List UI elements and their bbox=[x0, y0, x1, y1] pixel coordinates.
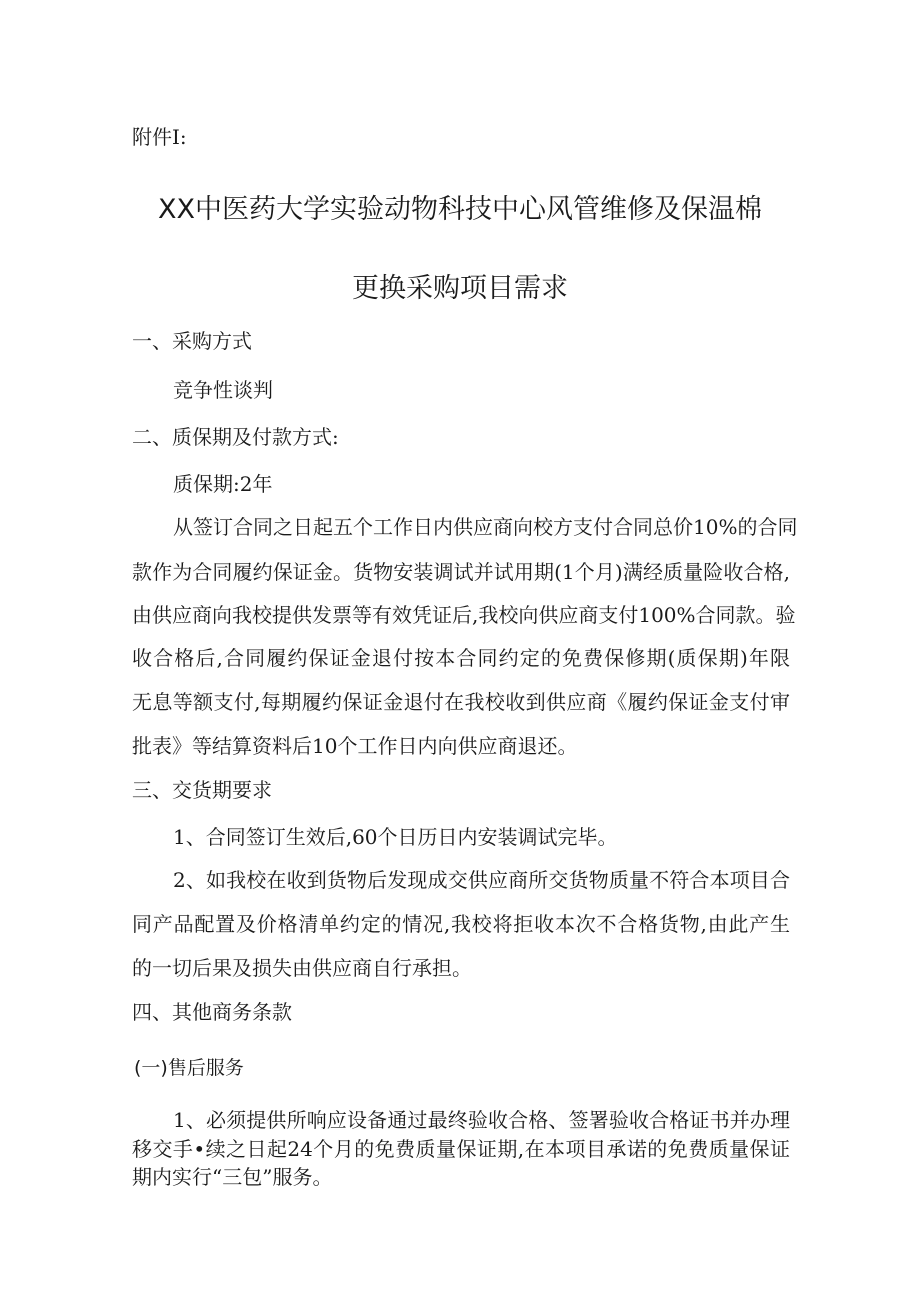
delivery-item-1: 1、合同签订生效后,60个日历日内安装调试完毕。 bbox=[173, 825, 618, 849]
section-4-heading: 四、其他商务条款 bbox=[132, 1000, 292, 1024]
delivery-item-2-line: 的一切后果及损失由供应商自行承担。 bbox=[132, 956, 472, 980]
document-title-line-1: XX中医药大学实验动物科技中心风管维修及保温棉 bbox=[158, 194, 762, 225]
payment-paragraph-line: 批表》等结算资料后10个工作日内向供应商退还。 bbox=[132, 734, 578, 758]
warranty-period: 质保期:2年 bbox=[173, 472, 273, 496]
delivery-item-2-line: 2、如我校在收到货物后发现成交供应商所交货物质量不符合本项目合 bbox=[173, 868, 790, 892]
section-1-heading: 一、采购方式 bbox=[132, 329, 252, 353]
section-1-body: 竞争性谈判 bbox=[173, 378, 273, 402]
after-sales-item-1-line: 移交手•续之日起24个月的免费质量保证期,在本项目承诺的免费质量保证 bbox=[132, 1137, 790, 1161]
delivery-item-2-line: 同产品配置及价格清单约定的情况,我校将拒收本次不合格货物,由此产生 bbox=[132, 912, 790, 936]
payment-paragraph-line: 收合格后,合同履约保证金退付按本合同约定的免费保修期(质保期)年限 bbox=[132, 646, 790, 670]
section-3-heading: 三、交货期要求 bbox=[132, 778, 272, 802]
after-sales-item-1-line: 期内实行“三包”服务。 bbox=[132, 1165, 333, 1189]
section-2-heading: 二、质保期及付款方式: bbox=[132, 425, 339, 449]
document-title-line-2: 更换采购项目需求 bbox=[352, 273, 568, 304]
payment-paragraph-line: 由供应商向我校提供发票等有效凭证后,我校向供应商支付100%合同款。验 bbox=[132, 603, 796, 627]
payment-paragraph-line: 款作为合同履约保证金。货物安装调试并试用期(1个月)满经质量险收合格, bbox=[132, 560, 790, 584]
after-sales-item-1-line: 1、必须提供所响应设备通过最终验收合格、签署验收合格证书并办理 bbox=[173, 1108, 790, 1132]
payment-paragraph-line: 无息等额支付,每期履约保证金退付在我校收到供应商《履约保证金支付审 bbox=[132, 690, 790, 714]
attachment-label: 附件Ⅰ: bbox=[132, 125, 187, 149]
payment-paragraph-line: 从签订合同之日起五个工作日内供应商向校方支付合同总价10%的合同 bbox=[173, 515, 798, 539]
after-sales-subheading: (一)售后服务 bbox=[134, 1057, 244, 1079]
